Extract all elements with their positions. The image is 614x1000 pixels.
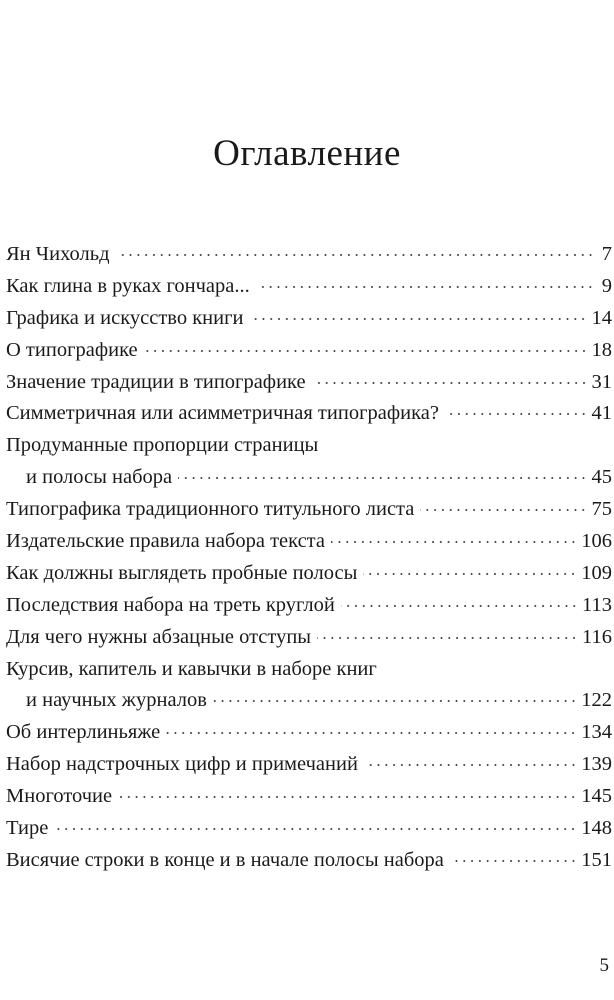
toc-entry-title: Для чего нужны абзацные отступы	[6, 625, 312, 648]
toc-entry[interactable]	[6, 239, 612, 271]
toc-entry-line	[6, 622, 612, 654]
toc-dot-leader	[445, 412, 588, 416]
toc-entry-page: 75	[591, 498, 612, 521]
toc-entry-page: 9	[601, 274, 612, 297]
toc-entry-line	[6, 685, 612, 717]
toc-entry-line	[6, 590, 612, 622]
table-of-contents	[6, 239, 612, 877]
toc-dot-leader	[256, 285, 594, 289]
toc-entry-page: 113	[582, 593, 612, 616]
toc-entry-line	[6, 526, 612, 558]
toc-entry-page: 122	[581, 689, 612, 712]
page-title: Оглавление	[213, 133, 401, 174]
toc-entry-title: Последствия набора на треть круглой	[6, 593, 335, 616]
toc-entry-title: О типографике	[6, 338, 138, 361]
toc-dot-leader	[364, 763, 577, 767]
toc-entry[interactable]	[6, 526, 612, 558]
toc-entry-page: 145	[581, 785, 612, 808]
toc-entry[interactable]	[6, 494, 612, 526]
toc-dot-leader	[450, 859, 577, 863]
toc-dot-leader	[116, 253, 594, 257]
toc-dot-leader	[213, 699, 577, 703]
toc-entry-line	[6, 781, 612, 813]
toc-entry[interactable]	[6, 845, 612, 877]
toc-dot-leader	[166, 731, 577, 735]
toc-entry-page: 41	[591, 402, 612, 425]
toc-entry-page: 148	[581, 817, 612, 840]
toc-entry-title: Тире	[6, 817, 49, 840]
toc-entry-line	[6, 335, 612, 367]
toc-entry-title: Как глина в руках гончара...	[6, 274, 250, 297]
toc-entry[interactable]	[6, 781, 612, 813]
toc-entry-title: Об интерлиньяже	[6, 721, 161, 744]
toc-entry[interactable]	[6, 398, 612, 430]
toc-entry-title: Симметричная или асимметричная типографика?	[6, 402, 439, 425]
toc-entry-page: 31	[591, 370, 612, 393]
toc-entry[interactable]	[6, 303, 612, 335]
toc-entry-title: Многоточие	[6, 785, 113, 808]
toc-entry-line	[6, 462, 612, 494]
toc-entry[interactable]	[6, 590, 612, 622]
toc-entry-title: Ян Чихольд	[6, 243, 110, 265]
toc-entry-title: Набор надстрочных цифр и примечаний	[6, 753, 358, 776]
toc-entry-line	[6, 813, 612, 845]
toc-entry-line	[6, 845, 612, 877]
toc-entry-line	[6, 367, 612, 399]
toc-entry[interactable]	[6, 335, 612, 367]
toc-dot-leader	[363, 572, 577, 576]
toc-entry-line	[6, 430, 612, 462]
toc-entry-page: 45	[591, 466, 612, 489]
toc-entry-title: Значение традиции в типографике	[6, 370, 306, 393]
toc-dot-leader	[249, 317, 587, 321]
toc-dot-leader	[317, 636, 578, 640]
toc-entry[interactable]	[6, 749, 612, 781]
toc-entry-page: 7	[601, 243, 612, 265]
toc-entry[interactable]	[6, 430, 612, 494]
toc-entry-page: 116	[582, 625, 612, 648]
toc-entry-line	[6, 717, 612, 749]
toc-entry[interactable]	[6, 813, 612, 845]
toc-entry-line	[6, 398, 612, 430]
toc-entry-title: Продуманные пропорции страницы	[6, 434, 319, 457]
toc-entry-line	[6, 749, 612, 781]
toc-entry-line	[6, 239, 612, 271]
toc-entry-title: и полосы набора	[26, 466, 173, 489]
toc-dot-leader	[420, 508, 587, 512]
toc-dot-leader	[331, 540, 577, 544]
toc-entry-page: 151	[581, 848, 612, 871]
toc-entry-page: 139	[581, 753, 612, 776]
toc-entry-page: 134	[581, 721, 612, 744]
toc-entry[interactable]	[6, 367, 612, 399]
toc-entry-page: 106	[581, 530, 612, 553]
toc-entry-page: 109	[581, 561, 612, 584]
toc-entry-title: Графика и искусство книги	[6, 306, 244, 329]
toc-entry[interactable]	[6, 717, 612, 749]
toc-entry[interactable]	[6, 558, 612, 590]
toc-dot-leader	[312, 381, 588, 385]
toc-entry-line	[6, 303, 612, 335]
toc-entry-line	[6, 494, 612, 526]
toc-entry-line	[6, 654, 612, 686]
toc-entry-line	[6, 558, 612, 590]
toc-dot-leader	[178, 476, 587, 480]
toc-entry[interactable]	[6, 654, 612, 718]
toc-entry-title: Как должны выглядеть пробные полосы	[6, 561, 358, 584]
toc-dot-leader	[54, 827, 577, 831]
toc-entry[interactable]	[6, 622, 612, 654]
toc-entry-title: Висячие строки в конце и в начале полосы набора	[6, 848, 444, 871]
toc-entry-title: и научных журналов	[26, 689, 207, 712]
toc-entry-title: Типографика традиционного титульного листа	[6, 498, 415, 521]
toc-entry-title: Издательские правила набора текста	[6, 530, 325, 553]
toc-entry-page: 18	[591, 338, 612, 361]
toc-entry-page: 14	[591, 306, 612, 329]
page-number: 5	[599, 955, 609, 976]
toc-dot-leader	[341, 604, 578, 608]
toc-entry[interactable]	[6, 271, 612, 303]
toc-entry-title: Курсив, капитель и кавычки в наборе книг	[6, 657, 377, 680]
toc-dot-leader	[118, 795, 577, 799]
toc-entry-line	[6, 271, 612, 303]
toc-dot-leader	[144, 349, 588, 353]
